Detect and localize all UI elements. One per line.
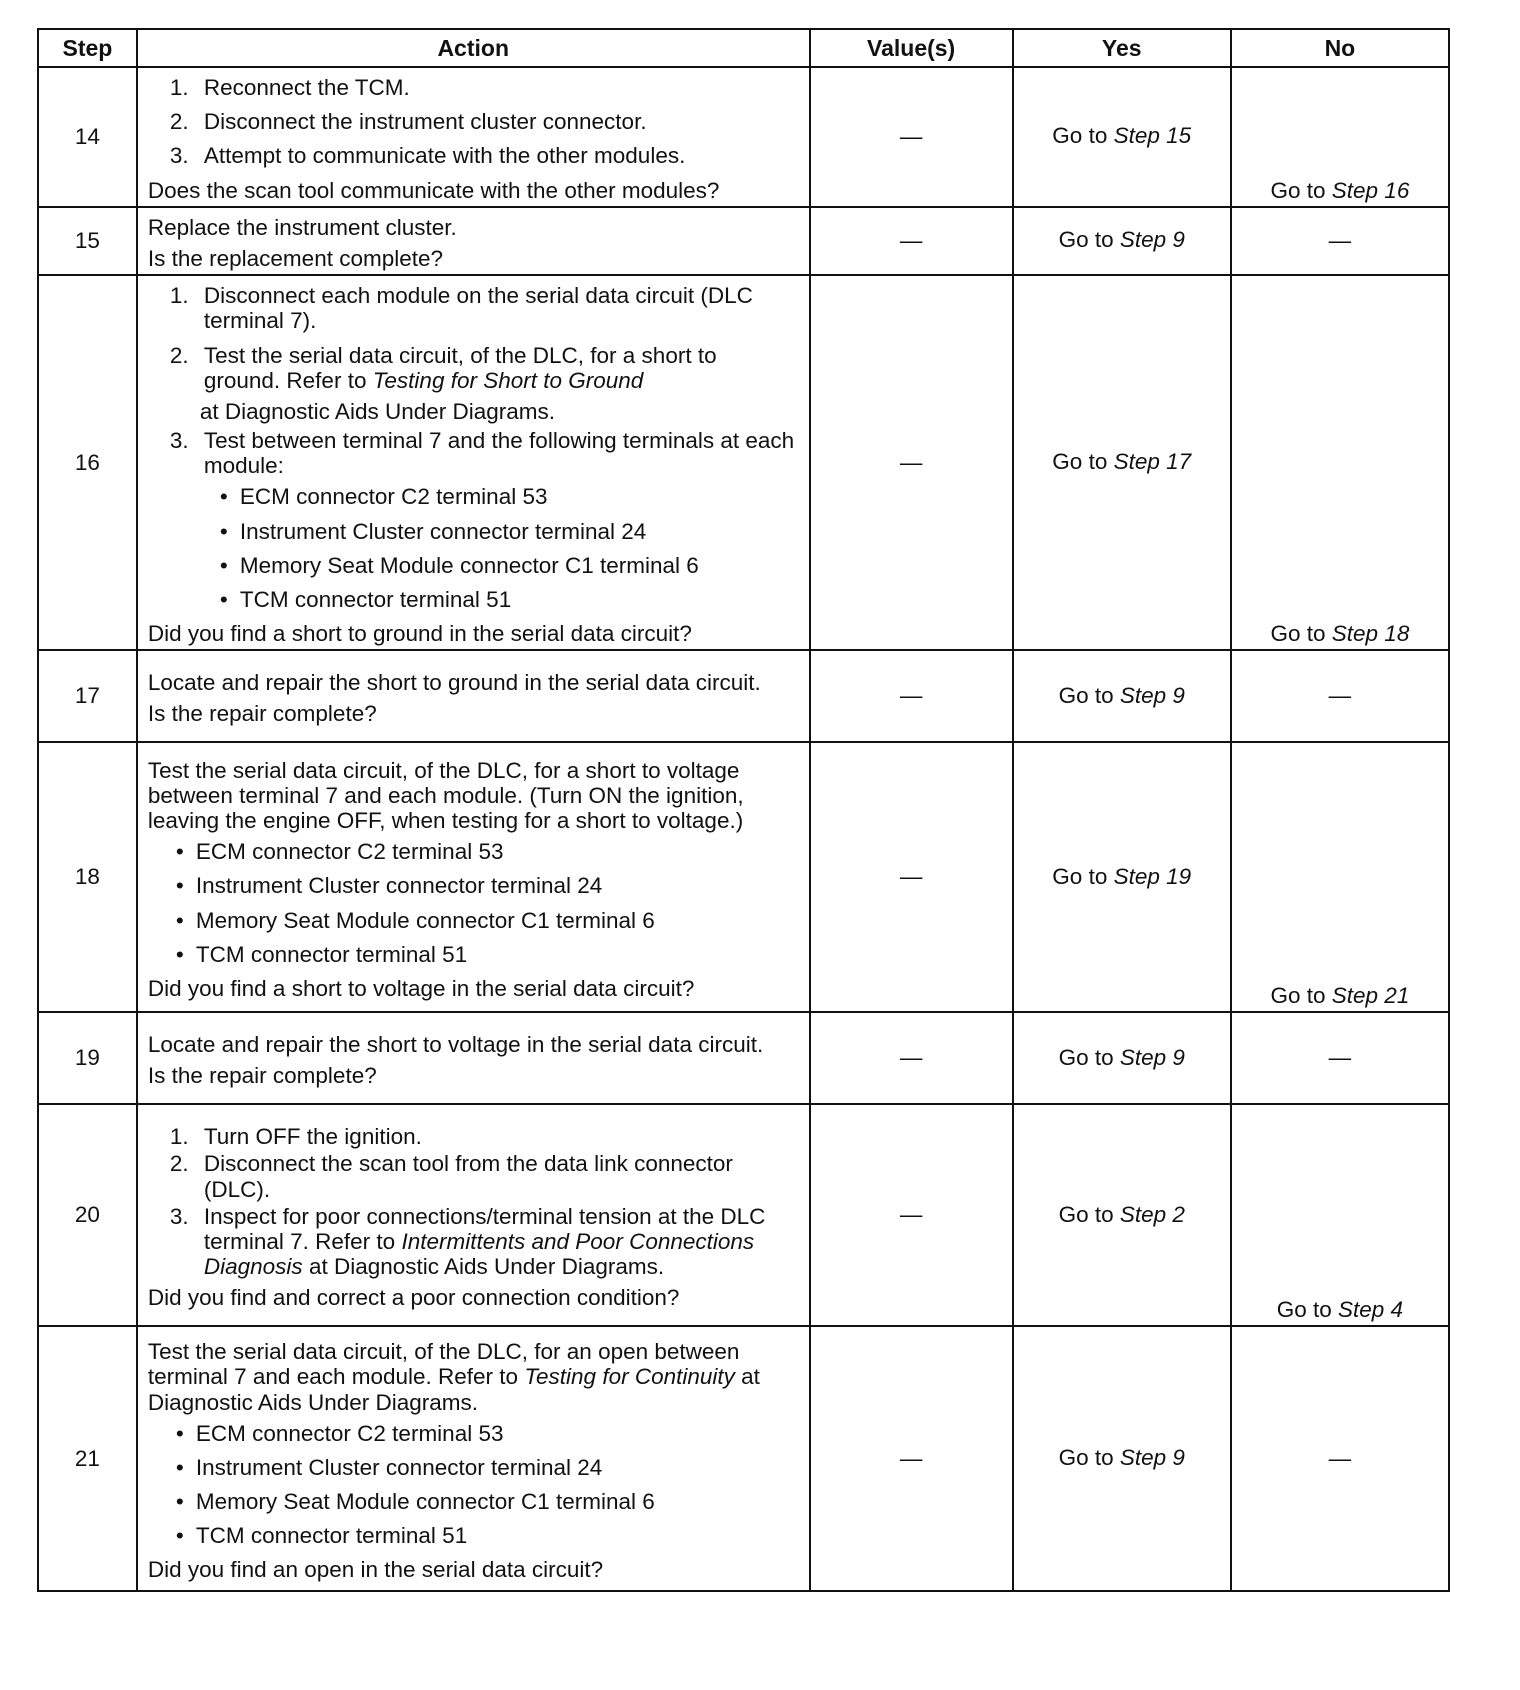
item-text: Turn OFF the ignition. [203, 1124, 422, 1150]
step-number: 18 [38, 742, 137, 1012]
value-cell [810, 275, 1013, 650]
go-to-label: Go to [1270, 983, 1326, 1009]
go-to-label: Go to [1270, 177, 1326, 203]
header-values: Value(s) [810, 29, 1013, 67]
yes-cell [1013, 650, 1231, 742]
no-dash: — [1328, 227, 1352, 253]
header-yes: Yes [1013, 29, 1231, 67]
action-text: Replace the instrument cluster. [147, 214, 457, 240]
reference-link: Testing for Short to Ground [372, 367, 644, 393]
go-to-label: Go to [1058, 1044, 1114, 1070]
list-item: 1. Reconnect the TCM. [169, 75, 410, 100]
value-dash: — [899, 683, 923, 709]
step-number: 20 [38, 1104, 137, 1326]
action-cell [137, 207, 810, 275]
table-row [38, 275, 1449, 650]
yes-step-ref: Step 9 [1119, 1044, 1185, 1070]
no-cell [1231, 1012, 1449, 1104]
bullet-item: • ECM connector C2 terminal 53 [240, 484, 799, 509]
go-to-label: Go to [1052, 123, 1108, 149]
list-item: 1. Disconnect each module on the serial data circuit (DLC terminal 7). [169, 283, 753, 334]
item-text: Disconnect each module on the serial data circuit (DLC terminal 7). [203, 283, 753, 334]
yes-cell [1013, 1326, 1231, 1591]
question-text: Did you find a short to voltage in the serial data circuit? [147, 975, 695, 1001]
no-step-ref: Step 4 [1338, 1297, 1404, 1323]
no-step-ref: Step 16 [1331, 177, 1410, 203]
action-text: Test the serial data circuit, of the DLC, for a short to voltage between terminal 7 and each module. (Turn ON the ignition, leaving the engine OFF, when testing for a short to voltage.) [147, 757, 744, 833]
yes-cell [1013, 1104, 1231, 1326]
value-cell [810, 207, 1013, 275]
reference-link: Testing for Continuity [524, 1364, 735, 1390]
yes-step-ref: Step 17 [1113, 449, 1192, 475]
value-cell [810, 1326, 1013, 1591]
no-cell [1231, 1104, 1449, 1326]
go-to-label: Go to [1270, 621, 1326, 647]
step-number: 17 [38, 650, 137, 742]
no-dash: — [1328, 683, 1352, 709]
bullet-item: • Instrument Cluster connector terminal 24 [196, 1455, 799, 1480]
go-to-label: Go to [1052, 449, 1108, 475]
bullet-item: • Instrument Cluster connector terminal 24 [196, 873, 799, 898]
value-cell [810, 650, 1013, 742]
step-number: 16 [38, 275, 137, 650]
action-text-part: at Diagnostic Aids Under Diagrams. [147, 1364, 760, 1415]
step-number: 21 [38, 1326, 137, 1591]
yes-cell [1013, 1012, 1231, 1104]
header-no: No [1231, 29, 1449, 67]
bullet-item: • ECM connector C2 terminal 53 [196, 839, 799, 864]
list-item: 2. Disconnect the instrument cluster connector. [169, 109, 647, 135]
no-cell [1231, 742, 1449, 1012]
yes-step-ref: Step 9 [1119, 1445, 1185, 1471]
yes-cell [1013, 207, 1231, 275]
item-text: Disconnect the scan tool from the data link connector (DLC). [203, 1151, 733, 1202]
go-to-label: Go to [1276, 1297, 1332, 1323]
action-cell [137, 67, 810, 207]
action-cell [137, 275, 810, 650]
value-dash: — [899, 227, 923, 253]
yes-cell [1013, 742, 1231, 1012]
no-cell [1231, 650, 1449, 742]
value-dash: — [899, 1445, 923, 1471]
bullet-item: • Instrument Cluster connector terminal 24 [240, 519, 799, 544]
header-step: Step [38, 29, 137, 67]
value-dash: — [899, 449, 923, 475]
list-item: 2. Disconnect the scan tool from the data link connector (DLC). [169, 1151, 733, 1202]
action-text: Locate and repair the short to voltage in the serial data circuit. [147, 1032, 764, 1058]
step-number: 19 [38, 1012, 137, 1104]
bullet-item: • TCM connector terminal 51 [196, 1523, 799, 1548]
yes-cell [1013, 275, 1231, 650]
no-cell [1231, 67, 1449, 207]
bullet-item: • Memory Seat Module connector C1 terminal 6 [240, 553, 799, 578]
item-text: Test between terminal 7 and the following terminals at each module: [203, 428, 795, 479]
action-text: Locate and repair the short to ground in the serial data circuit. [147, 670, 761, 696]
go-to-label: Go to [1058, 682, 1114, 708]
list-item: 1. Turn OFF the ignition. [169, 1124, 422, 1150]
yes-step-ref: Step 2 [1119, 1201, 1185, 1227]
item-text: Disconnect the instrument cluster connector. [203, 109, 647, 135]
action-text [148, 1339, 799, 1415]
table-row [38, 742, 1449, 1012]
no-dash: — [1328, 1445, 1352, 1471]
no-cell [1231, 1326, 1449, 1591]
no-step-ref: Step 18 [1331, 621, 1410, 647]
no-cell [1231, 275, 1449, 650]
question-text: Is the replacement complete? [147, 245, 444, 271]
list-item: 2. Test the serial data circuit, of the DLC, for a short to ground. Refer to Testing for Short to Ground [169, 342, 717, 393]
list-item: 3. Inspect for poor connections/terminal tension at the DLC terminal 7. Refer to Intermittents and Poor Connections Diagnosis at Diagnostic Aids Under Diagrams. [169, 1203, 766, 1280]
value-dash: — [899, 123, 923, 149]
item-text: Inspect for poor connections/terminal tension at the DLC terminal 7. Refer to [203, 1203, 766, 1254]
reference-link: Intermittents and Poor Connections Diagnosis [203, 1228, 755, 1280]
item-text: Attempt to communicate with the other modules. [203, 143, 686, 169]
value-dash: — [899, 864, 923, 890]
action-cell [137, 1012, 810, 1104]
yes-cell [1013, 67, 1231, 207]
action-cell [137, 650, 810, 742]
no-dash: — [1328, 1045, 1352, 1071]
question-text: Did you find an open in the serial data circuit? [147, 1557, 604, 1583]
action-cell [137, 742, 810, 1012]
yes-step-ref: Step 19 [1113, 863, 1192, 889]
action-text-part: Test the serial data circuit, of the DLC, for an open between terminal 7 and each module. Refer to [147, 1339, 740, 1390]
value-cell [810, 1104, 1013, 1326]
yes-step-ref: Step 15 [1113, 123, 1192, 149]
list-item: 3. Test between terminal 7 and the following terminals at each module: [169, 428, 795, 479]
bullet-item: • TCM connector terminal 51 [196, 942, 799, 967]
go-to-label: Go to [1058, 1445, 1114, 1471]
value-dash: — [899, 1202, 923, 1228]
question-text: Is the repair complete? [147, 1063, 377, 1089]
yes-step-ref: Step 9 [1119, 227, 1185, 253]
go-to-label: Go to [1058, 1201, 1114, 1227]
diagnostic-table [37, 28, 1450, 1592]
question-text: Is the repair complete? [147, 701, 377, 727]
item-text: Reconnect the TCM. [203, 75, 410, 100]
table-row [38, 67, 1449, 207]
question-text: Did you find a short to ground in the serial data circuit? [147, 621, 692, 647]
step-number: 15 [38, 207, 137, 275]
item-text: Test the serial data circuit, of the DLC, for a short to ground. Refer to [203, 342, 717, 393]
value-cell [810, 1012, 1013, 1104]
list-item: 3. Attempt to communicate with the other modules. [169, 143, 686, 169]
yes-step-ref: Step 9 [1119, 682, 1185, 708]
table-row [38, 207, 1449, 275]
table-row [38, 1326, 1449, 1591]
item-continuation: at Diagnostic Aids Under Diagrams. [199, 398, 556, 424]
action-cell [137, 1104, 810, 1326]
go-to-label: Go to [1052, 863, 1108, 889]
header-action: Action [137, 29, 810, 67]
question-text: Did you find and correct a poor connection condition? [147, 1285, 680, 1311]
value-cell [810, 67, 1013, 207]
no-cell [1231, 207, 1449, 275]
value-cell [810, 742, 1013, 1012]
table-row [38, 1104, 1449, 1326]
value-dash: — [899, 1045, 923, 1071]
bullet-item: • TCM connector terminal 51 [240, 587, 799, 612]
action-cell [137, 1326, 810, 1591]
header-row [38, 29, 1449, 67]
no-step-ref: Step 21 [1331, 983, 1410, 1009]
table-row [38, 1012, 1449, 1104]
go-to-label: Go to [1058, 227, 1114, 253]
bullet-item: • Memory Seat Module connector C1 terminal 6 [196, 1489, 799, 1514]
step-number: 14 [38, 67, 137, 207]
bullet-item: • ECM connector C2 terminal 53 [196, 1421, 799, 1446]
table-row [38, 650, 1449, 742]
item-text: at Diagnostic Aids Under Diagrams. [308, 1254, 665, 1280]
question-text: Does the scan tool communicate with the other modules? [147, 177, 720, 203]
bullet-item: • Memory Seat Module connector C1 terminal 6 [196, 908, 799, 933]
